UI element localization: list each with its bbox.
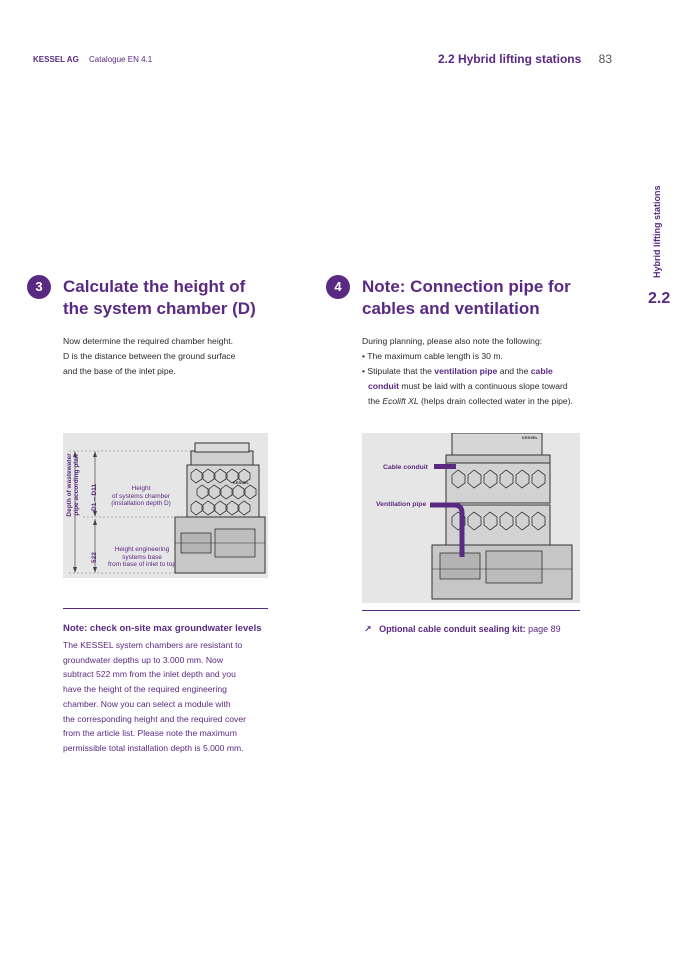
step-3-body <box>63 334 313 379</box>
cable-highlight: cable <box>530 366 553 376</box>
step-4-title-line-1: Note: Connection pipe for <box>362 277 571 296</box>
link-page-ref[interactable]: page 89 <box>528 624 561 634</box>
bullet-item-cont <box>362 379 612 394</box>
depth-label-line: Depth of wastewater <box>66 453 73 517</box>
step-4-title-line-2: cables and ventilation <box>362 299 540 318</box>
chamber-height-label-line: of systems chamber <box>111 492 171 500</box>
step-3-title <box>63 276 256 320</box>
arrow-up-right-icon: ↗ <box>364 624 372 634</box>
bullet-text: • Stipulate that the <box>362 366 435 376</box>
step-3-body-line: and the base of the inlet pipe. <box>63 366 176 376</box>
catalogue-label: Catalogue EN 4.1 <box>89 55 153 64</box>
side-tab-number: 2.2 <box>648 290 671 307</box>
page-header-right <box>438 52 612 66</box>
dimension-522-label: 522 <box>91 552 98 563</box>
note-line: The KESSEL system chambers are resistant to <box>63 640 243 650</box>
engineering-height-label-line: systems base <box>122 553 162 561</box>
bullet-text: and the <box>497 366 531 376</box>
kessel-logo-mark: KESSEL <box>233 480 250 485</box>
note-line: chamber. Now you can select a module with <box>63 698 231 709</box>
chamber-height-diagram <box>63 433 268 578</box>
depth-label <box>66 433 80 545</box>
step-4-title <box>362 276 571 320</box>
cable-conduit-kit-link[interactable] <box>364 624 561 635</box>
ventilation-pipe-label: Ventilation pipe <box>376 501 427 508</box>
groundwater-note-body <box>63 638 273 756</box>
brand-name: KESSEL AG <box>33 55 79 64</box>
kessel-logo-mark: KESSEL <box>522 435 539 440</box>
bullet-item <box>362 349 612 364</box>
bullet-item-cont <box>362 394 612 409</box>
groundwater-note-title: Note: check on-site max groundwater levels <box>63 623 262 634</box>
step-4-body <box>362 334 612 409</box>
divider <box>362 610 580 611</box>
step-3-badge: 3 <box>27 275 51 299</box>
page-header-left <box>33 55 152 64</box>
link-text[interactable]: Optional cable conduit sealing kit: <box>379 624 526 634</box>
depth-label-line: pipe according plan <box>73 454 80 516</box>
bullet-text: must be laid with a continuous slope toward <box>399 381 568 391</box>
note-line: permissible total installation depth is 5.000 mm. <box>63 742 244 753</box>
step-4-badge: 4 <box>326 275 350 299</box>
page-number: 83 <box>598 52 612 66</box>
step-3-body-line: D is the distance between the ground surface <box>63 351 236 361</box>
note-line: groundwater depths up to 3.000 mm. Now <box>63 654 224 665</box>
chamber-height-label <box>103 485 179 508</box>
bullet-text: the <box>368 396 383 406</box>
connection-pipe-illustration <box>362 433 580 603</box>
product-name: Ecolift XL <box>382 396 419 406</box>
conduit-highlight: conduit <box>368 381 400 391</box>
bullet-text: (helps drain collected water in the pipe). <box>418 396 573 406</box>
chamber-height-label-line: Height <box>131 485 151 492</box>
step-4-intro: During planning, please also note the following: <box>362 336 543 346</box>
note-line: subtract 522 mm from the inlet depth and you <box>63 669 236 680</box>
section-title: 2.2 Hybrid lifting stations <box>437 52 582 66</box>
step-3-title-line-2: the system chamber (D) <box>63 299 256 318</box>
engineering-height-label-line: from base of inlet to top <box>108 561 176 568</box>
d-range-label: D1 – D11 <box>91 483 98 511</box>
side-tab-label: Hybrid lifting stations <box>652 185 662 278</box>
cable-conduit-label: Cable conduit <box>383 464 428 471</box>
bullet-item <box>362 364 612 379</box>
note-line: the corresponding height and the required cover <box>63 713 246 724</box>
engineering-height-label <box>101 546 183 569</box>
chamber-height-label-line: (installation depth D) <box>111 500 171 507</box>
note-line: have the height of the required engineering <box>63 684 227 695</box>
ventilation-pipe-highlight: ventilation pipe <box>434 366 498 376</box>
step-4-bullets <box>362 349 612 409</box>
engineering-height-label-line: Height engineering <box>114 546 170 553</box>
divider <box>63 608 268 609</box>
note-line: from the article list. Please note the maximum <box>63 728 237 739</box>
step-3-body-line: Now determine the required chamber height. <box>63 336 234 346</box>
connection-pipe-diagram <box>362 433 580 603</box>
step-3-title-line-1: Calculate the height of <box>63 277 246 296</box>
bullet-text: • The maximum cable length is 30 m. <box>362 351 503 361</box>
